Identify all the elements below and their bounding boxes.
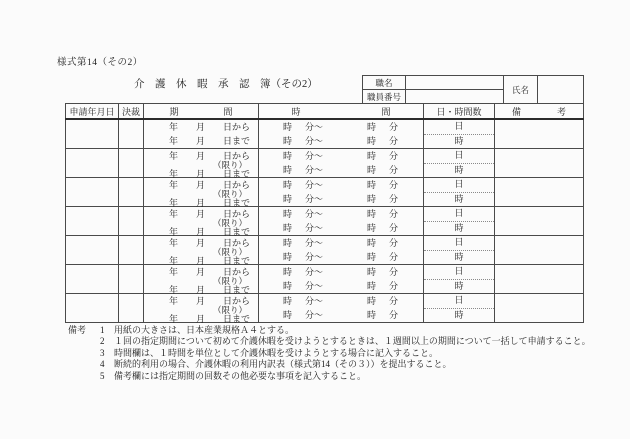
table-row: [66, 265, 584, 294]
minute-tilde-label: 分～: [305, 151, 324, 161]
period-from: 年 月 日から: [168, 151, 250, 161]
apply-date-cell: [66, 265, 119, 294]
apply-date-cell: [66, 207, 119, 236]
name-value: [538, 76, 584, 104]
day-hours-cell: [424, 265, 495, 294]
approval-cell: [119, 119, 144, 149]
period-cell: [144, 178, 259, 207]
hour-label: 時: [283, 223, 293, 233]
days-unit-label: 日: [424, 120, 494, 135]
table-row: [66, 119, 584, 149]
care-leave-table: [65, 103, 584, 323]
hour-label: 時: [283, 209, 293, 219]
period-to: 年 月 日まで: [168, 197, 250, 208]
remarks-cell: [495, 207, 584, 236]
hour-label: 時: [367, 223, 377, 233]
minute-label: 分: [389, 165, 399, 175]
minute-label: 分: [389, 180, 399, 190]
note-number: 2: [100, 336, 105, 347]
hour-label: 時: [283, 122, 293, 132]
hour-label: 時: [367, 252, 377, 262]
remarks-cell: [495, 294, 584, 323]
period-cell: [144, 265, 259, 294]
time-from-line: [259, 297, 423, 306]
minute-tilde-label: 分～: [305, 136, 324, 146]
hours-unit-label: 時: [454, 164, 464, 175]
time-to-line: [259, 282, 423, 291]
time-to-line: [259, 137, 423, 146]
hours-unit-label: 時: [454, 222, 464, 233]
period-from: 年 月 日から: [168, 209, 250, 219]
hour-label: 時: [367, 180, 377, 190]
time-to-line: [259, 253, 423, 262]
remarks-cell: [495, 265, 584, 294]
days-unit-label: 日: [424, 236, 494, 251]
time-cell: [259, 178, 424, 207]
period-cell: [144, 294, 259, 323]
page-title: 介 護 休 暇 承 認 簿（その2）: [134, 79, 318, 90]
period-limit: （限り）: [212, 276, 247, 286]
minute-label: 分: [389, 267, 399, 277]
minute-label: 分: [389, 223, 399, 233]
note-number: 1: [100, 325, 105, 335]
minute-label: 分: [389, 209, 399, 219]
period-from: 年 月 日から: [168, 267, 250, 277]
period-limit: （限り）: [212, 218, 247, 228]
period-cell: [144, 119, 259, 149]
period-from: 年 月 日から: [168, 122, 250, 132]
period-cell: [144, 236, 259, 265]
hour-label: 時: [283, 281, 293, 291]
minute-tilde-label: 分～: [305, 296, 324, 306]
time-cell: [259, 207, 424, 236]
hour-label: 時: [283, 136, 293, 146]
minute-tilde-label: 分～: [305, 310, 324, 320]
name-label: 氏名: [504, 76, 538, 104]
footnotes: [68, 325, 591, 382]
time-from-line: [259, 239, 423, 248]
days-unit-label: 日: [424, 294, 494, 309]
apply-date-cell: [66, 119, 119, 149]
minute-label: 分: [389, 238, 399, 248]
days-unit-label: 日: [424, 207, 494, 222]
note-text: 備考欄には指定期間の回数その他必要な事項を記入すること。: [114, 370, 367, 381]
approval-cell: [119, 294, 144, 323]
minute-label: 分: [389, 194, 399, 204]
hour-label: 時: [367, 310, 377, 320]
minute-tilde-label: 分～: [305, 209, 324, 219]
hour-label: 時: [367, 136, 377, 146]
period-cell: [144, 207, 259, 236]
note-item: [68, 336, 591, 347]
period-from: 年 月 日から: [168, 238, 250, 248]
hour-label: 時: [283, 165, 293, 175]
minute-label: 分: [389, 310, 399, 320]
day-hours-cell: [424, 236, 495, 265]
period-from: 年 月 日から: [168, 180, 250, 190]
period-limit: （限り）: [212, 247, 247, 257]
approval-cell: [119, 265, 144, 294]
hour-label: 時: [283, 252, 293, 262]
time-cell: [259, 149, 424, 178]
employee-info-box: [362, 75, 584, 104]
header-remarks: 備 考: [495, 104, 584, 120]
minute-label: 分: [389, 151, 399, 161]
time-from-line: [259, 268, 423, 277]
remarks-cell: [495, 119, 584, 149]
minute-label: 分: [389, 122, 399, 132]
note-item: [68, 359, 591, 370]
header-apply-date: 申請年月日: [66, 104, 119, 120]
note-text: １回の指定期間について初めて介護休暇を受けようとするときは、１週間以上の期間について一括して申請すること。: [114, 336, 591, 347]
note-number: 4: [100, 359, 105, 370]
job-title-value: [406, 76, 504, 90]
apply-date-cell: [66, 236, 119, 265]
table-row: [66, 207, 584, 236]
minute-label: 分: [389, 136, 399, 146]
day-hours-cell: [424, 119, 495, 149]
minute-tilde-label: 分～: [305, 267, 324, 277]
note-number: 5: [100, 370, 105, 381]
note-text: 用紙の大きさは、日本産業規格Ａ４とする。: [114, 325, 295, 335]
hour-label: 時: [283, 194, 293, 204]
period-from: 年 月 日から: [168, 296, 250, 306]
approval-cell: [119, 207, 144, 236]
time-to-line: [259, 166, 423, 175]
table-row: [66, 294, 584, 323]
hour-label: 時: [283, 151, 293, 161]
day-hours-cell: [424, 149, 495, 178]
note-item: [68, 371, 591, 382]
table-row: [66, 178, 584, 207]
header-approval: 決裁: [119, 104, 144, 120]
days-unit-label: 日: [424, 265, 494, 280]
period-limit: （限り）: [212, 305, 247, 315]
days-unit-label: 日: [424, 178, 494, 193]
apply-date-cell: [66, 178, 119, 207]
hour-label: 時: [283, 180, 293, 190]
hour-label: 時: [367, 209, 377, 219]
table-header-row: [66, 104, 584, 120]
minute-tilde-label: 分～: [305, 252, 324, 262]
header-time: 時 間: [259, 104, 424, 120]
job-title-label: 職名: [363, 76, 406, 90]
minute-label: 分: [389, 296, 399, 306]
period-to: 年 月 日まで: [168, 226, 250, 237]
hour-label: 時: [367, 296, 377, 306]
day-hours-cell: [424, 178, 495, 207]
time-to-line: [259, 195, 423, 204]
note-text: 断続的利用の場合、介護休暇の利用内訳表（様式第14（その３））を提出すること。: [114, 359, 452, 370]
minute-tilde-label: 分～: [305, 165, 324, 175]
period-to: 年 月 日まで: [168, 168, 250, 179]
minute-tilde-label: 分～: [305, 223, 324, 233]
day-hours-cell: [424, 294, 495, 323]
time-cell: [259, 119, 424, 149]
time-cell: [259, 265, 424, 294]
note-text: 時間欄は、１時間を単位として介護休暇を受けようとする場合に記入すること。: [114, 347, 439, 358]
hour-label: 時: [367, 238, 377, 248]
time-to-line: [259, 311, 423, 320]
minute-tilde-label: 分～: [305, 281, 324, 291]
hours-unit-label: 時: [454, 251, 464, 262]
hour-label: 時: [283, 310, 293, 320]
hours-unit-label: 時: [454, 193, 464, 204]
note-item: [68, 325, 591, 336]
approval-cell: [119, 236, 144, 265]
time-cell: [259, 294, 424, 323]
minute-label: 分: [389, 281, 399, 291]
hours-unit-label: 時: [454, 280, 464, 291]
time-cell: [259, 236, 424, 265]
minute-label: 分: [389, 252, 399, 262]
header-day-hours: 日・時間数: [424, 104, 495, 120]
time-from-line: [259, 152, 423, 161]
period-to: 年 月 日まで: [168, 313, 250, 324]
employee-number-value: [406, 90, 504, 104]
table-row: [66, 149, 584, 178]
hours-unit-label: 時: [454, 135, 464, 146]
period-limit: （限り）: [212, 189, 247, 199]
employee-number-label: 職員番号: [363, 90, 406, 104]
hour-label: 時: [283, 238, 293, 248]
remarks-cell: [495, 236, 584, 265]
hour-label: 時: [367, 122, 377, 132]
note-item: [68, 348, 591, 359]
period-to: 年 月 日まで: [168, 136, 250, 146]
hour-label: 時: [367, 281, 377, 291]
hours-unit-label: 時: [454, 309, 464, 320]
day-hours-cell: [424, 207, 495, 236]
days-unit-label: 日: [424, 149, 494, 164]
note-number: 3: [100, 347, 105, 358]
apply-date-cell: [66, 149, 119, 178]
notes-label: 備考: [68, 325, 87, 335]
minute-tilde-label: 分～: [305, 122, 324, 132]
form-code: 様式第14（その2）: [57, 58, 143, 68]
approval-cell: [119, 149, 144, 178]
period-limit: （限り）: [212, 160, 247, 170]
remarks-cell: [495, 149, 584, 178]
time-from-line: [259, 181, 423, 190]
hour-label: 時: [367, 267, 377, 277]
apply-date-cell: [66, 294, 119, 323]
approval-cell: [119, 178, 144, 207]
remarks-cell: [495, 178, 584, 207]
period-to: 年 月 日まで: [168, 284, 250, 295]
time-from-line: [259, 210, 423, 219]
hour-label: 時: [283, 296, 293, 306]
period-cell: [144, 149, 259, 178]
hour-label: 時: [367, 151, 377, 161]
minute-tilde-label: 分～: [305, 180, 324, 190]
header-period: 期 間: [144, 104, 259, 120]
time-to-line: [259, 224, 423, 233]
hour-label: 時: [367, 165, 377, 175]
hour-label: 時: [367, 194, 377, 204]
time-from-line: [259, 123, 423, 132]
table-row: [66, 236, 584, 265]
minute-tilde-label: 分～: [305, 238, 324, 248]
minute-tilde-label: 分～: [305, 194, 324, 204]
hour-label: 時: [283, 267, 293, 277]
period-to: 年 月 日まで: [168, 255, 250, 266]
